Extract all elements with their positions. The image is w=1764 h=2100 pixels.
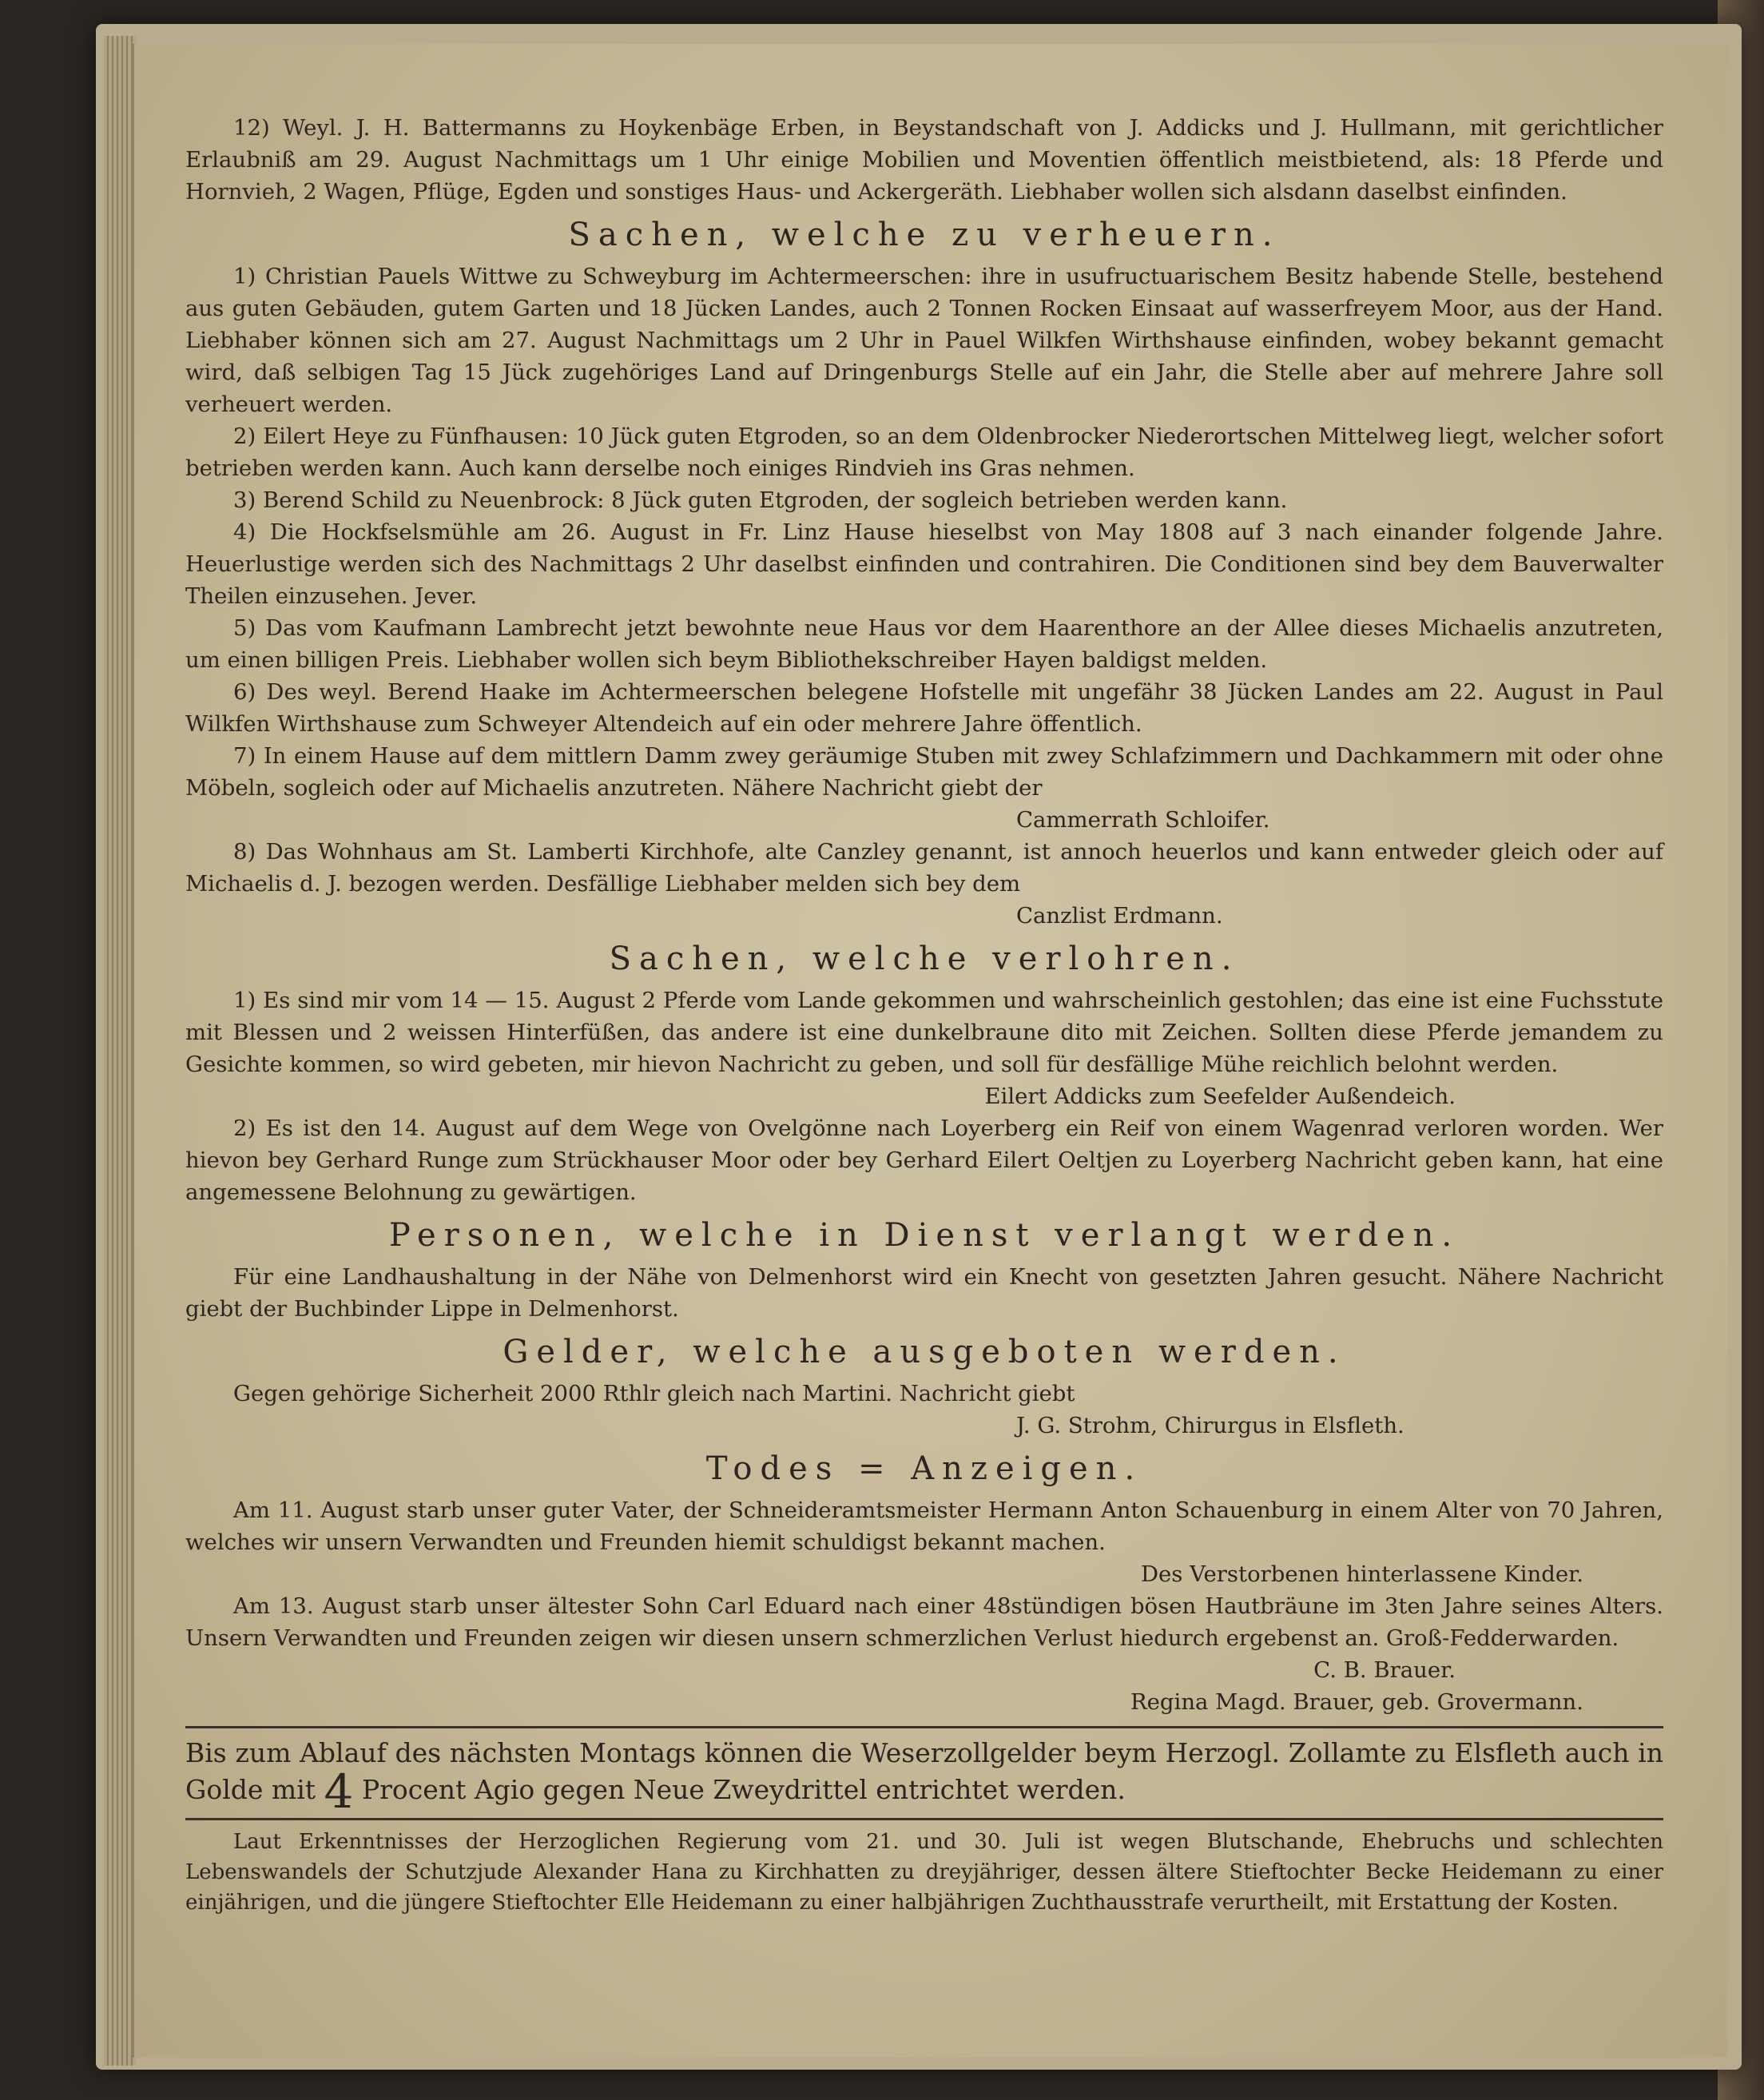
paragraph: 1) Es sind mir vom 14 — 15. August 2 Pferde vom Lande gekommen und wahrscheinlich gestohlen; das eine ist eine Fuchsstute mit Blessen und 2 weissen Hinterfüßen, das andere ist eine dunkelbraune dito mit Zeichen. Sollten diese Pferde jemandem zu Gesichte kommen, so wird gebeten, mir hievon Nachricht zu geben, und soll für desfällige Mühe reichlich belohnt werden. xyxy=(185,988,1663,1077)
notice-text: Procent Agio gegen Neue Zweydrittel entrichtet werden. xyxy=(361,1774,1126,1805)
divider-rule xyxy=(185,1726,1663,1728)
paragraph: Am 13. August starb unser ältester Sohn Carl Eduard nach einer 48stündigen bösen Hautbräune im 3ten Jahre seines Alters. Unsern Verwandten und Freunden zeigen wir diesen unsern schmerzlichen Verlust hiedurch ergebenst an. Groß-Fedderwarden. xyxy=(185,1593,1663,1651)
paragraph: 1) Christian Pauels Wittwe zu Schweyburg im Achtermeerschen: ihre in usufructuarischem Besitz habende Stelle, bestehend aus guten Gebäuden, gutem Garten und 18 Jücken Landes, auch 2 Tonnen Rocken Einsaat auf wasserfreyem Moor, aus der Hand. Liebhaber können sich am 27. August Nachmittags um 2 Uhr in Pauel Wilkfen Wirthshause einfinden, wobey bekannt gemacht wird, daß selbigen Tag 15 Jück zugehöriges Land auf Dringenburgs Stelle auf ein Jahr, die Stelle aber auf mehrere Jahre soll verheuert werden. xyxy=(185,264,1663,417)
signature-line: Regina Magd. Brauer, geb. Grovermann. xyxy=(1130,1689,1583,1715)
section-heading: Gelder, welche ausgeboten werden. xyxy=(503,1334,1346,1370)
signature-line: J. G. Strohm, Chirurgus in Elsfleth. xyxy=(1016,1413,1404,1438)
paragraph: 7) In einem Hause auf dem mittlern Damm zwey geräumige Stuben mit zwey Schlafzimmern und Dachkammern mit oder ohne Möbeln, sogleich oder auf Michaelis anzutreten. Nähere Nachricht giebt der xyxy=(185,743,1663,801)
paragraph: 6) Des weyl. Berend Haake im Achtermeerschen belegene Hofstelle mit ungefähr 38 Jücken Landes am 22. August in Paul Wilkfen Wirthshause zum Schweyer Altendeich auf ein oder mehrere Jahre öffentlich. xyxy=(185,679,1663,737)
divider-rule xyxy=(185,1818,1663,1820)
paragraph: 8) Das Wohnhaus am St. Lamberti Kirchhofe, alte Canzley genannt, ist annoch heuerlos und kann entweder gleich oder auf Michaelis d. J. bezogen werden. Desfällige Liebhaber melden sich bey dem xyxy=(185,839,1663,897)
signature-line: Cammerrath Schloifer. xyxy=(1016,807,1270,833)
paragraph: Laut Erkenntnisses der Herzoglichen Regierung vom 21. und 30. Juli ist wegen Blutschande, Ehebruchs und schlechten Lebenswandels der Schutzjude Alexander Hana zu Kirchhatten zu dreyjähriger, dessen ältere Stieftochter Becke Heidemann zu einer einjährigen, und die jüngere Stieftochter Elle Heidemann zu einer halbjährigen Zuchthausstrafe verurtheilt, mit Erstattung der Kosten. xyxy=(185,1830,1663,1915)
page-edges xyxy=(104,36,136,2066)
paragraph: 12) Weyl. J. H. Battermanns zu Hoykenbäge Erben, in Beystandschaft von J. Addicks und J. Hullmann, mit gerichtlicher Erlaubniß am 29. August Nachmittags um 1 Uhr einige Mobilien und Moventien öffentlich meistbietend, als: 18 Pferde und Hornvieh, 2 Wagen, Pflüge, Egden und sonstiges Haus- und Ackergeräth. Liebhaber wollen sich alsdann daselbst einfinden. xyxy=(185,115,1663,205)
paragraph: Am 11. August starb unser guter Vater, der Schneideramtsmeister Hermann Anton Schauenburg in einem Alter von 70 Jahren, welches wir unsern Verwandten und Freunden hiemit schuldigst bekannt machen. xyxy=(185,1497,1663,1555)
paragraph: 4) Die Hockfselsmühle am 26. August in Fr. Linz Hause hieselbst von May 1808 auf 3 nach einander folgende Jahre. Heuerlustige werden sich des Nachmittags 2 Uhr daselbst einfinden und contrahiren. Die Conditionen sind bey dem Bauverwalter Theilen einzusehen. Jever. xyxy=(185,519,1663,609)
paragraph: Gegen gehörige Sicherheit 2000 Rthlr gleich nach Martini. Nachricht giebt xyxy=(233,1381,1075,1406)
paragraph: 5) Das vom Kaufmann Lambrecht jetzt bewohnte neue Haus vor dem Haarenthore an der Allee dieses Michaelis anzutreten, um einen billigen Preis. Liebhaber wollen sich beym Bibliothekschreiber Hayen baldigst melden. xyxy=(185,615,1663,673)
signature-line: Canzlist Erdmann. xyxy=(1016,903,1223,929)
signature-line: C. B. Brauer. xyxy=(1313,1657,1456,1683)
paragraph: Für eine Landhaushaltung in der Nähe von Delmenhorst wird ein Knecht von gesetzten Jahren gesucht. Nähere Nachricht giebt der Buchbinder Lippe in Delmenhorst. xyxy=(185,1264,1663,1322)
paragraph: 2) Eilert Heye zu Fünfhausen: 10 Jück guten Etgroden, so an dem Oldenbrocker Niederortschen Mittelweg liegt, welcher sofort betrieben werden kann. Auch kann derselbe noch einiges Rindvieh ins Gras nehmen. xyxy=(185,424,1663,481)
section-heading: Todes = Anzeigen. xyxy=(705,1450,1143,1487)
notice-text: Bis zum Ablauf des nächsten Montags können die Weserzollgelder beym Herzogl. Zollamte zu Elsfleth auch in Golde mit xyxy=(185,1737,1663,1805)
notice-paragraph xyxy=(185,1735,1663,1819)
section-heading: Personen, welche in Dienst verlangt werden. xyxy=(388,1217,1460,1254)
signature-line: Des Verstorbenen hinterlassene Kinder. xyxy=(1140,1561,1583,1587)
section-heading: Sachen, welche verlohren. xyxy=(609,941,1240,977)
notice-number: 4 xyxy=(324,1764,354,1819)
section-heading: Sachen, welche zu verheuern. xyxy=(568,217,1281,253)
paragraph: 3) Berend Schild zu Neuenbrock: 8 Jück guten Etgroden, der sogleich betrieben werden kann. xyxy=(233,487,1288,513)
paragraph: 2) Es ist den 14. August auf dem Wege von Ovelgönne nach Loyerberg ein Reif von einem Wagenrad verloren worden. Wer hievon bey Gerhard Runge zum Strückhauser Moor oder bey Gerhard Eilert Oeltjen zu Loyerberg Nachricht geben kann, hat eine angemessene Belohnung zu gewärtigen. xyxy=(185,1116,1663,1205)
document-content xyxy=(185,112,1663,1918)
signature-line: Eilert Addicks zum Seefelder Außendeich. xyxy=(984,1084,1456,1109)
